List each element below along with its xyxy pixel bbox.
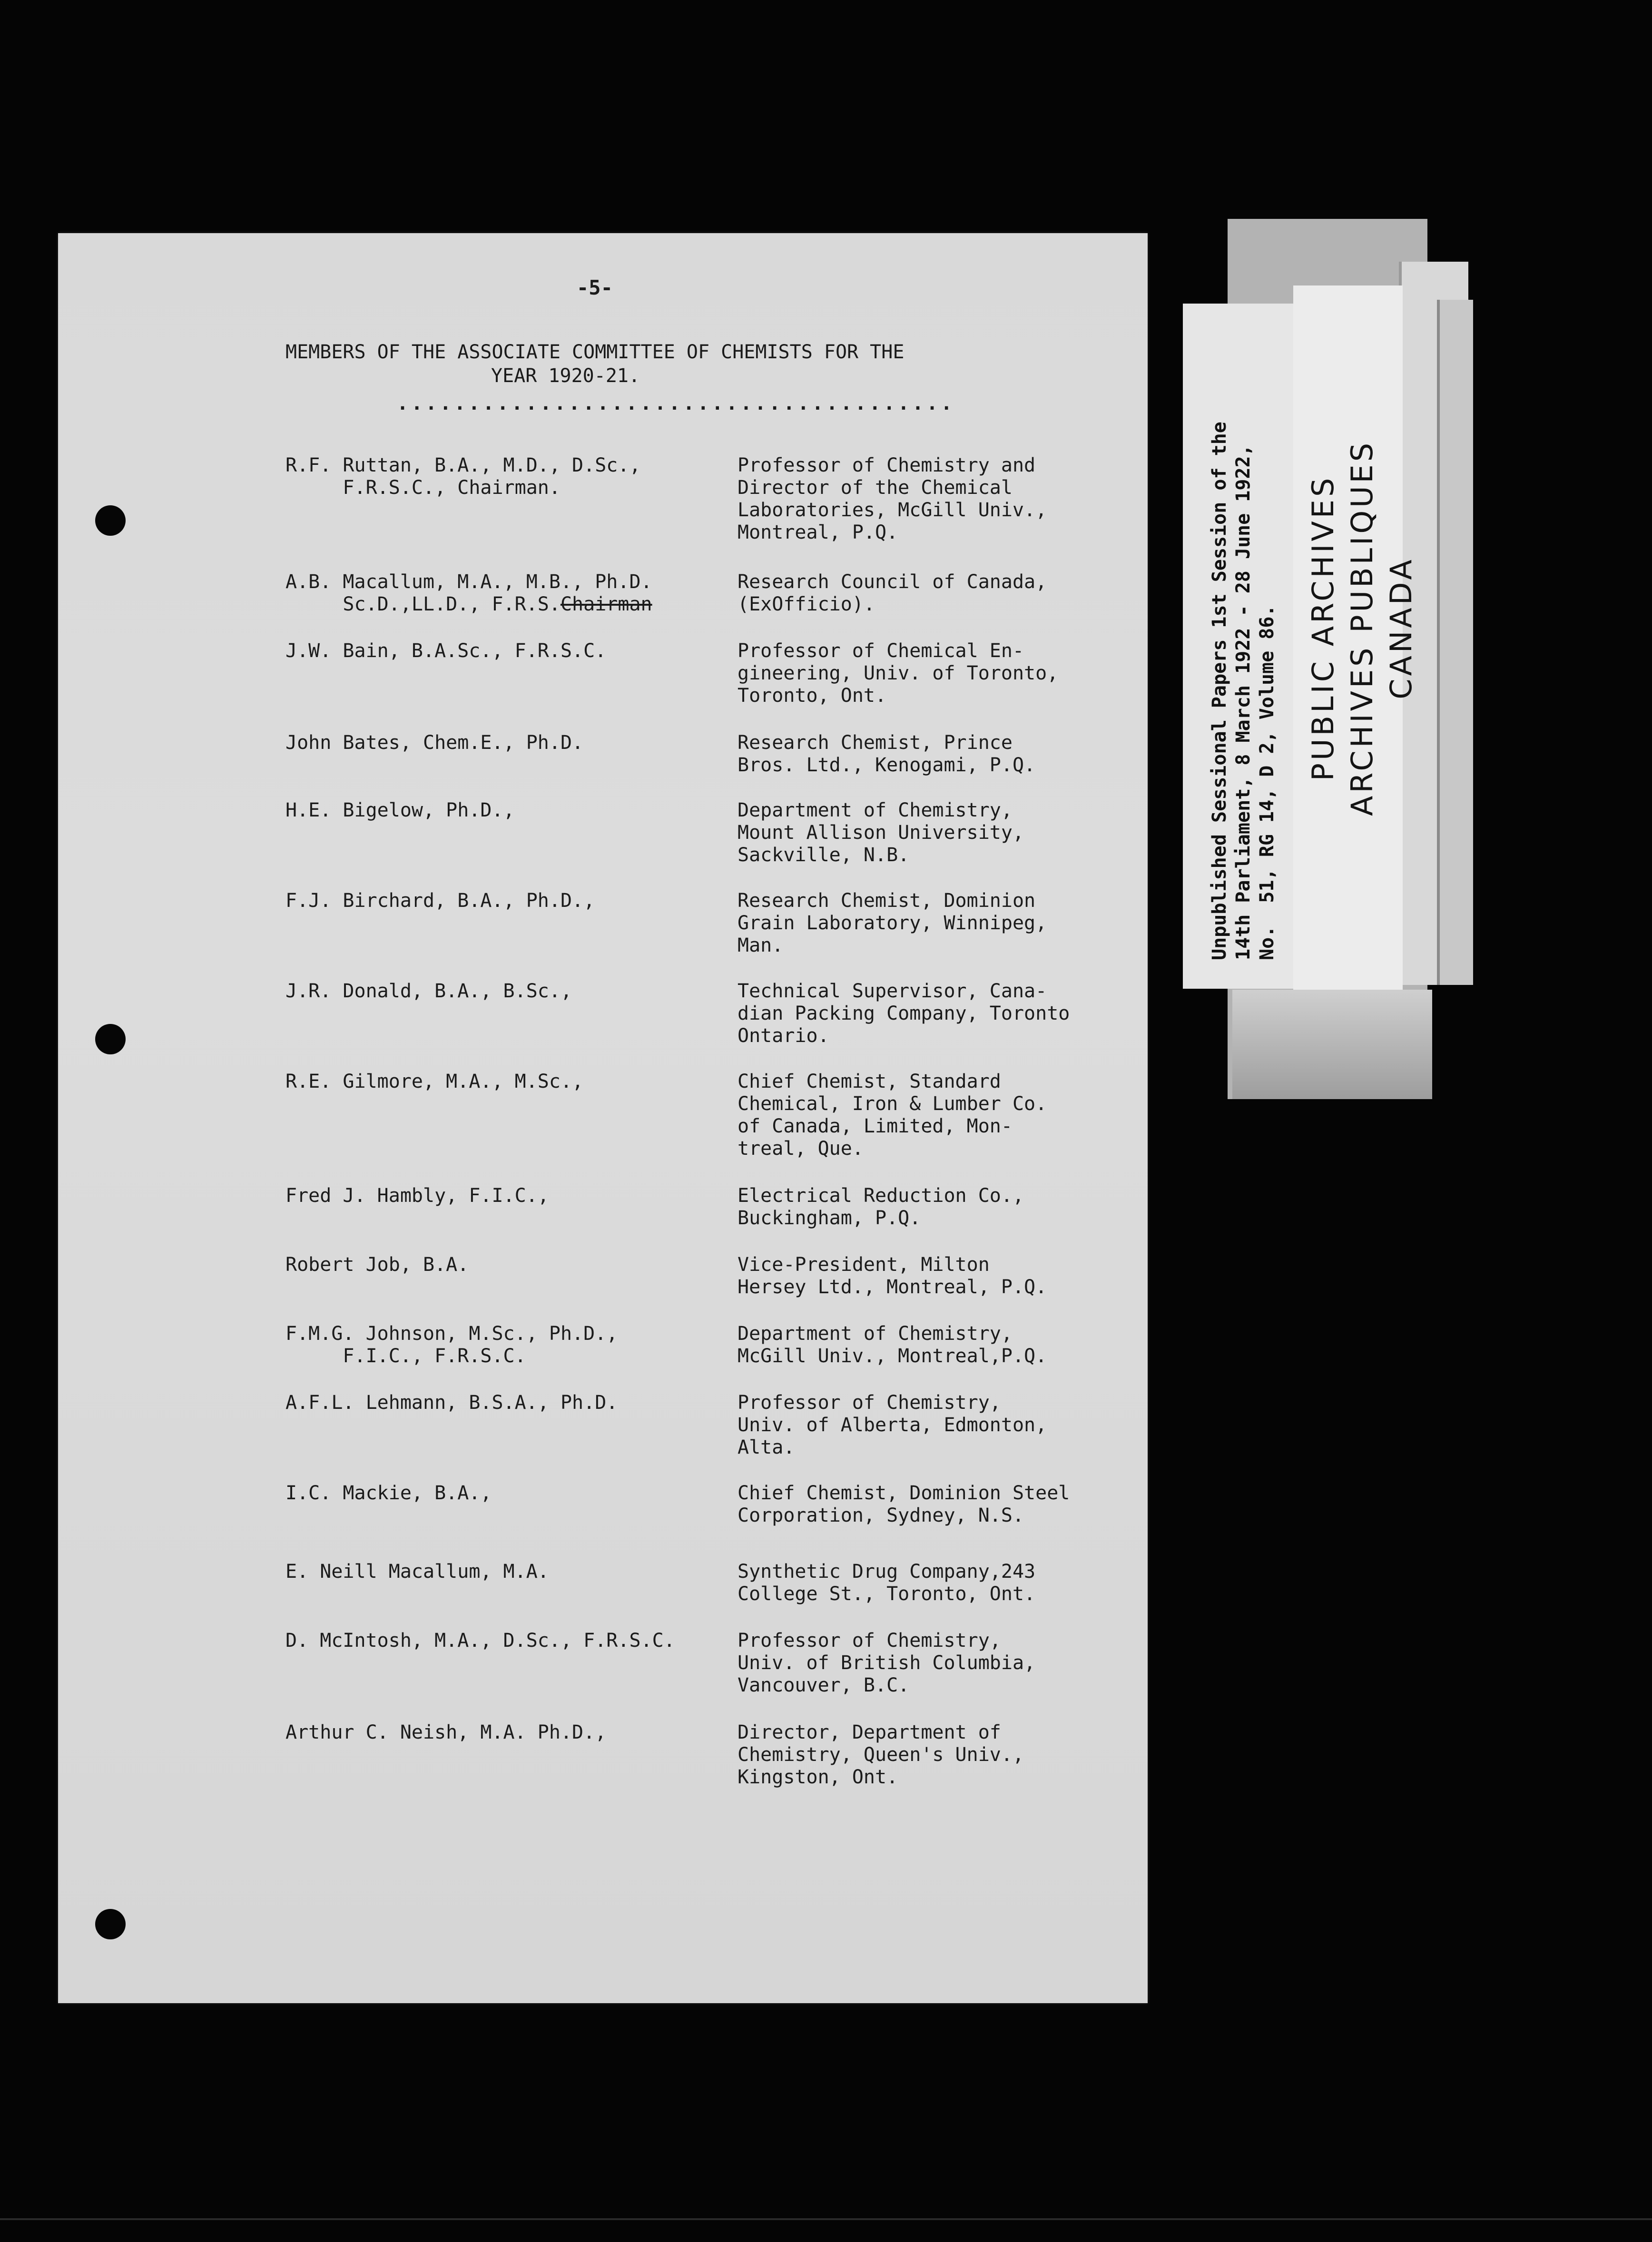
punch-hole-middle (95, 1024, 126, 1054)
member-name: I.C. Mackie, B.A., (285, 1482, 492, 1504)
member-name: R.F. Ruttan, B.A., M.D., D.Sc., F.R.S.C., Chairman. (285, 454, 641, 499)
public-archives-label (1293, 285, 1418, 990)
sessional-papers-text: Unpublished Sessional Papers 1st Session of the 14th Parliament, 8 March 1922 - 28 June 1922, No. 51, RG 14, D 2, Volume 86. (1209, 422, 1278, 960)
member-details: Director, Department of Chemistry, Queen's Univ., Kingston, Ont. (738, 1721, 1024, 1788)
member-details: Vice-President, Milton Hersey Ltd., Montreal, P.Q. (738, 1254, 1047, 1298)
member-name (285, 571, 742, 616)
member-name: E. Neill Macallum, M.A. (285, 1561, 549, 1583)
member-name: F.J. Birchard, B.A., Ph.D., (285, 890, 595, 912)
member-details: Chief Chemist, Dominion Steel Corporation, Sydney, N.S. (738, 1482, 1070, 1526)
member-name: Fred J. Hambly, F.I.C., (285, 1185, 549, 1207)
member-details: Research Council of Canada, (ExOfficio). (738, 571, 1047, 615)
punch-hole-top (95, 505, 126, 536)
member-details: Chief Chemist, Standard Chemical, Iron & Lumber Co. of Canada, Limited, Mon- treal, Que. (738, 1071, 1047, 1160)
member-name: J.R. Donald, B.A., B.Sc., (285, 980, 572, 1002)
page-number: -5- (577, 276, 613, 299)
public-archives-stamp (1304, 366, 1421, 890)
member-details: Synthetic Drug Company,243 College St., Toronto, Ont. (738, 1561, 1036, 1605)
archive-tag-bottom (1232, 990, 1432, 1099)
archive-line-1: PUBLIC ARCHIVES (1306, 475, 1340, 781)
member-details: Electrical Reduction Co., Buckingham, P.Q. (738, 1185, 1024, 1229)
title-line-1: MEMBERS OF THE ASSOCIATE COMMITTEE OF CHEMISTS FOR THE (285, 341, 905, 363)
document-title (285, 340, 1094, 388)
member-details: Professor of Chemistry, Univ. of Alberta, Edmonton, Alta. (738, 1392, 1047, 1458)
member-details: Technical Supervisor, Cana- dian Packing Company, Toronto Ontario. (738, 980, 1070, 1047)
member-name: John Bates, Chem.E., Ph.D. (285, 732, 584, 754)
member-name: H.E. Bigelow, Ph.D., (285, 799, 515, 821)
member-name: J.W. Bain, B.A.Sc., F.R.S.C. (285, 640, 607, 662)
member-name: D. McIntosh, M.A., D.Sc., F.R.S.C. (285, 1630, 675, 1652)
member-details: Research Chemist, Dominion Grain Laboratory, Winnipeg, Man. (738, 890, 1047, 956)
member-details: Department of Chemistry, McGill Univ., Montreal,P.Q. (738, 1323, 1047, 1367)
member-name: A.F.L. Lehmann, B.S.A., Ph.D. (285, 1392, 618, 1414)
title-line-2: YEAR 1920-21. (491, 365, 640, 387)
archive-tag-fold-edge (1437, 300, 1473, 985)
sessional-papers-label (1183, 304, 1293, 989)
member-name: Arthur C. Neish, M.A. Ph.D., (285, 1721, 607, 1743)
member-details: Research Chemist, Prince Bros. Ltd., Kenogami, P.Q. (738, 732, 1036, 776)
struck-out-word: Chairman (560, 593, 652, 615)
member-details: Professor of Chemistry and Director of the Chemical Laboratories, McGill Univ., Montreal, P.Q. (738, 454, 1047, 543)
member-details: Professor of Chemistry, Univ. of British Columbia, Vancouver, B.C. (738, 1630, 1036, 1696)
member-name: R.E. Gilmore, M.A., M.Sc., (285, 1071, 584, 1092)
member-name: F.M.G. Johnson, M.Sc., Ph.D., F.I.C., F.R.S.C. (285, 1323, 618, 1367)
archive-line-3: CANADA (1384, 557, 1418, 699)
member-details: Department of Chemistry, Mount Allison University, Sackville, N.B. (738, 799, 1024, 866)
dotted-separator: ....................................... (397, 393, 955, 414)
member-details: Professor of Chemical En- gineering, Univ. of Toronto, Toronto, Ont. (738, 640, 1059, 707)
document-page (58, 233, 1148, 2003)
punch-hole-bottom (95, 1909, 126, 1939)
member-name: Robert Job, B.A. (285, 1254, 469, 1276)
archive-line-2: ARCHIVES PUBLIQUES (1345, 440, 1379, 816)
film-edge-line (0, 2218, 1652, 2220)
member-name-text: A.B. Macallum, M.A., M.B., Ph.D. Sc.D.,LL.D., F.R.S. (285, 571, 652, 615)
